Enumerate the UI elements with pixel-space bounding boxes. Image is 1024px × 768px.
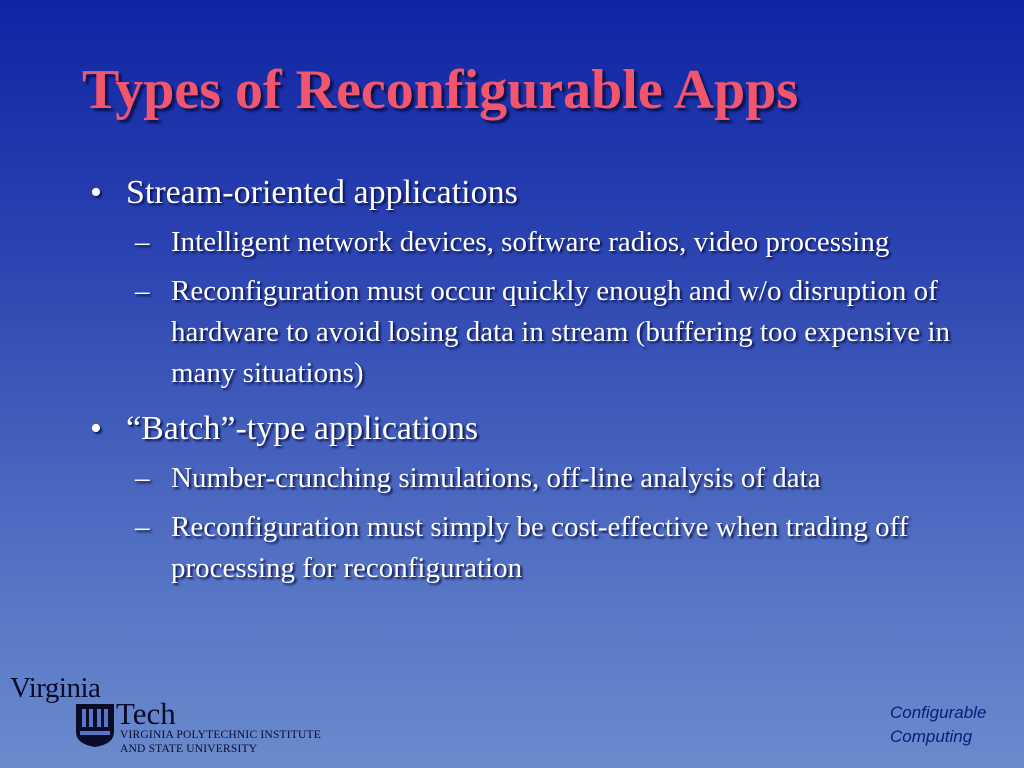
logo-tech-text: Tech bbox=[116, 696, 176, 731]
footer-course-label bbox=[890, 701, 1014, 749]
sub-bullet-item bbox=[88, 507, 968, 589]
bullet-item bbox=[88, 172, 968, 214]
bullet-marker: • bbox=[90, 174, 102, 211]
sub-bullet-item bbox=[88, 271, 968, 394]
logo-institute-line2: AND STATE UNIVERSITY bbox=[120, 743, 258, 755]
logo-institute-text bbox=[120, 728, 321, 756]
sub-bullet-item bbox=[88, 458, 968, 499]
bullet-text: “Batch”-type applications bbox=[126, 410, 479, 447]
logo-virginia-text: Virginia bbox=[10, 672, 101, 704]
bullet-text: Stream-oriented applications bbox=[126, 174, 518, 211]
virginia-tech-logo bbox=[10, 672, 350, 762]
logo-institute-line1: VIRGINIA POLYTECHNIC INSTITUTE bbox=[120, 729, 321, 741]
bullet-marker: • bbox=[90, 410, 102, 447]
slide-content bbox=[88, 172, 968, 597]
footer-line1: Configurable bbox=[890, 703, 987, 722]
sub-bullet-marker: – bbox=[135, 226, 150, 258]
sub-bullet-text: Number-crunching simulations, off-line analysis of data bbox=[171, 462, 821, 494]
bullet-item bbox=[88, 408, 968, 450]
footer-line2: Computing bbox=[890, 727, 973, 746]
sub-bullet-marker: – bbox=[135, 462, 150, 494]
sub-bullet-item bbox=[88, 222, 968, 263]
sub-bullet-marker: – bbox=[135, 275, 150, 307]
vt-shield-icon bbox=[74, 702, 116, 748]
sub-bullet-marker: – bbox=[135, 511, 150, 543]
sub-bullet-text: Reconfiguration must occur quickly enough and w/o disruption of hardware to avoid losing data in stream (buffering too expensive in many situations) bbox=[171, 275, 951, 389]
slide-title: Types of Reconfigurable Apps bbox=[82, 59, 799, 121]
sub-bullet-text: Reconfiguration must simply be cost-effective when trading off processing for reconfiguration bbox=[171, 511, 909, 584]
sub-bullet-text: Intelligent network devices, software radios, video processing bbox=[171, 226, 890, 258]
